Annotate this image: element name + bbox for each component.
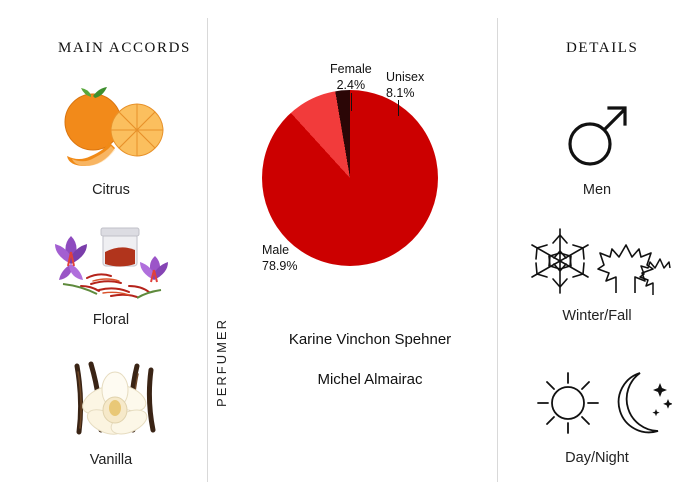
pie-leader-line-unisex <box>398 100 399 116</box>
pie-label-male <box>262 243 297 274</box>
sun-moon-icon <box>512 360 682 446</box>
details-heading: DETAILS <box>566 40 639 56</box>
pie-label-female-value: 2.4% <box>336 77 366 92</box>
detail-label: Day/Night <box>565 450 629 466</box>
accord-item-floral <box>36 212 186 328</box>
accord-item-vanilla <box>36 352 186 468</box>
detail-item-men <box>512 92 682 198</box>
pie-label-male-value: 78.9% <box>262 258 298 273</box>
perfumer-name: Michel Almairac <box>317 371 423 388</box>
vanilla-flower-icon <box>41 352 181 444</box>
pie-slices <box>262 90 438 266</box>
snowflake-leaf-icon <box>512 218 682 304</box>
mars-gender-icon <box>512 92 682 178</box>
accord-label: Citrus <box>92 182 130 198</box>
saffron-crocus-icon <box>41 212 181 304</box>
divider-right <box>497 18 498 482</box>
pie-label-female-name: Female <box>330 62 372 76</box>
detail-label: Men <box>582 182 612 198</box>
detail-item-day-night <box>512 360 682 466</box>
pie-label-male-name: Male <box>262 243 290 257</box>
pie-label-unisex <box>386 70 424 101</box>
divider-left <box>207 18 208 482</box>
pie-label-unisex-value: 8.1% <box>386 85 415 100</box>
pie-leader-line-female <box>351 93 352 111</box>
detail-label: Winter/Fall <box>562 308 632 324</box>
main-accords-heading: MAIN ACCORDS <box>58 40 191 56</box>
pie-label-female <box>330 62 372 93</box>
pie-label-unisex-name: Unisex <box>386 70 425 84</box>
detail-item-winter-fall <box>512 218 682 324</box>
accord-item-citrus <box>36 82 186 198</box>
perfumer-name: Karine Vinchon Spehner <box>288 331 452 348</box>
accord-label: Floral <box>92 312 130 328</box>
accord-label: Vanilla <box>89 452 133 468</box>
perfumer-section-label: PERFUMER <box>214 318 229 407</box>
gender-pie-chart <box>262 90 438 266</box>
orange-fruit-icon <box>41 82 181 174</box>
